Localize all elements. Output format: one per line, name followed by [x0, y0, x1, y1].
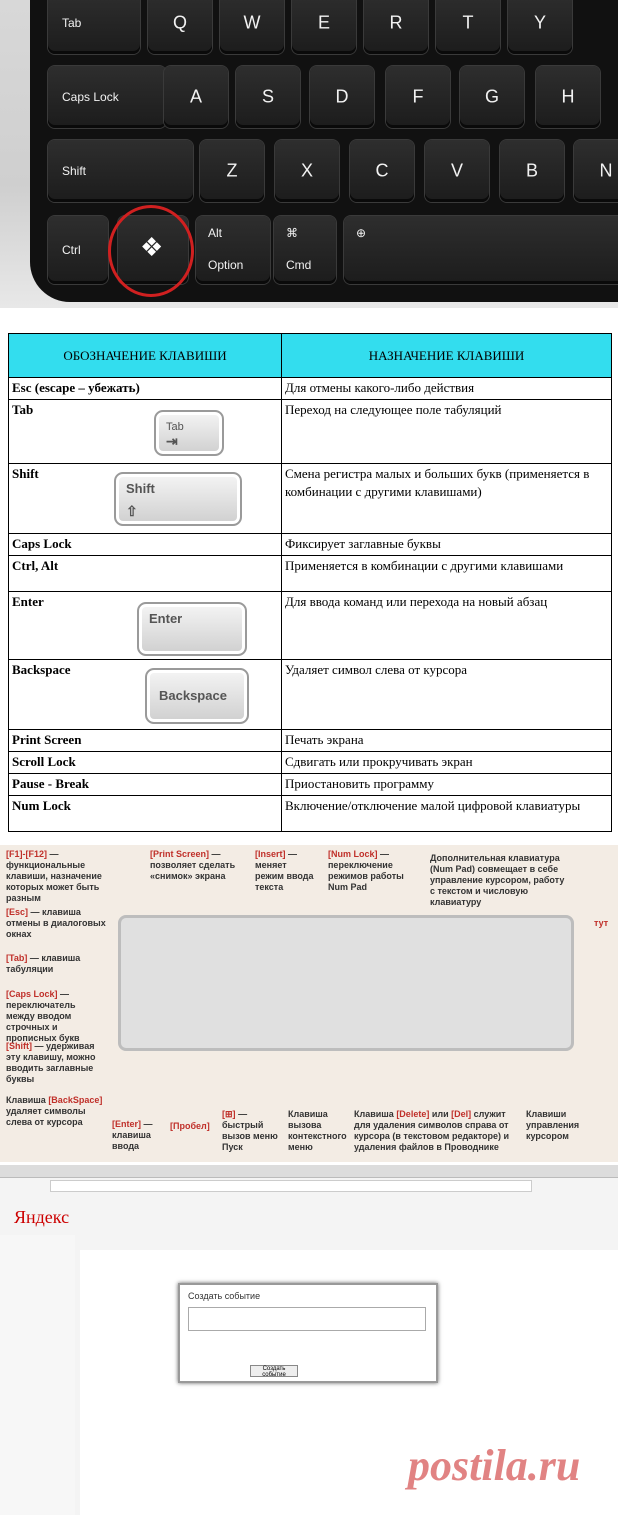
address-bar [50, 1180, 532, 1192]
key-cell [9, 400, 282, 464]
tab-arrow-icon: ⇥ [166, 433, 178, 449]
key-e: E [292, 0, 356, 54]
annotated-keyboard [0, 845, 618, 1162]
create-event-button: Создать событие [250, 1365, 298, 1377]
label-tab: [Tab] — клавиша табуляции [6, 953, 81, 974]
key-name: Pause - Break [9, 774, 282, 796]
key-desc: Фиксирует заглавные буквы [282, 534, 612, 556]
create-event-dialog [178, 1283, 438, 1383]
key-desc: Приостановить программу [282, 774, 612, 796]
key-g: G [460, 66, 524, 128]
key-d: D [310, 66, 374, 128]
table-row [9, 796, 612, 832]
key-desc: Применяется в комбинации с другими клавишами [282, 556, 612, 592]
table-row [9, 378, 612, 400]
label-menu-key: [⊞] — быстрый вызов меню Пуск [222, 1109, 278, 1152]
dialog-title: Создать событие [188, 1291, 261, 1301]
label-print-screen: [Print Screen] — позволяет сделать «снимок» экрана [150, 849, 236, 881]
label-insert: [Insert] — меняет режим ввода текста [255, 849, 314, 892]
key-cell [9, 660, 282, 730]
keyboard-photo [0, 0, 618, 308]
enter-key-image: Enter [137, 602, 247, 656]
table-row [9, 730, 612, 752]
key-x: X [275, 140, 339, 202]
label-shift: [Shift] — удерживая эту клавишу, можно вводить заглавные буквы [6, 1041, 96, 1084]
table-row [9, 592, 612, 660]
key-f: F [386, 66, 450, 128]
key-name: Tab [12, 402, 34, 417]
shift-arrow-icon: ⇧ [126, 503, 138, 519]
key-t: T [436, 0, 500, 54]
label-esc: [Esc] — клавиша отмены в диалоговых окнах [6, 907, 106, 939]
key-shift: Shift [48, 140, 193, 202]
keyboard-illustration [118, 915, 574, 1051]
key-space [344, 216, 618, 284]
yandex-logo: Яндекс [14, 1207, 70, 1227]
key-name: Num Lock [9, 796, 282, 832]
browser-tab-bar [0, 1165, 618, 1178]
label-fkeys: [F1]-[F12] — функциональные клавиши, назначение которых может быть разным [6, 849, 102, 903]
key-z: Z [200, 140, 264, 202]
highlight-circle [108, 205, 194, 297]
command-icon: ⌘ [286, 226, 298, 240]
label-num-lock: [Num Lock] — переключение режимов работы Num Pad [328, 849, 404, 892]
key-name: Ctrl, Alt [9, 556, 282, 592]
globe-icon: ⊕ [356, 226, 367, 240]
label-space: [Пробел] [170, 1121, 210, 1131]
key-name: Enter [12, 594, 44, 609]
table-row [9, 556, 612, 592]
key-desc: Включение/отключение малой цифровой клавиатуры [282, 796, 612, 832]
label-delete: Клавиша [Delete] или [Del] служит для удаления символов справа от курсора (в текстовом редакторе) и удаления файлов в Проводнике [354, 1109, 510, 1152]
table-row [9, 534, 612, 556]
key-tab: Tab [48, 0, 140, 54]
table-header [9, 334, 612, 378]
label-backspace: Клавиша [BackSpace] удаляет символы слева от курсора [6, 1095, 103, 1127]
shift-key-image: Shift ⇧ [114, 472, 242, 526]
key-name: Esc (escape – убежать) [9, 378, 282, 400]
table-row [9, 660, 612, 730]
label-enter: [Enter] — клавиша ввода [112, 1119, 153, 1151]
key-name: Scroll Lock [9, 752, 282, 774]
keys-table-wrapper [8, 333, 612, 832]
table-row [9, 752, 612, 774]
label-numpad: Дополнительная клавиатура (Num Pad) совмещает в себе управление курсором, работу с текстом и числовую клавиатуру [430, 853, 565, 907]
watermark: postila.ru [408, 1441, 581, 1490]
key-c: C [350, 140, 414, 202]
key-cell [9, 592, 282, 660]
key-ctrl: Ctrl [48, 216, 108, 284]
key-cell [9, 464, 282, 534]
key-name: Print Screen [9, 730, 282, 752]
key-name: Caps Lock [9, 534, 282, 556]
key-name: Backspace [12, 662, 71, 677]
keys-table [8, 333, 612, 832]
label-arrows: Клавиши управления курсором [526, 1109, 580, 1141]
key-v: V [425, 140, 489, 202]
backspace-key-image: Backspace [145, 668, 249, 724]
key-n: N [574, 140, 618, 202]
key-cmd: ⌘ Cmd [274, 216, 336, 284]
table-row [9, 400, 612, 464]
key-desc: Для отмены какого-либо действия [282, 378, 612, 400]
key-name: Shift [12, 466, 39, 481]
table-row [9, 774, 612, 796]
key-desc: Для ввода команд или перехода на новый абзац [282, 592, 612, 660]
key-r: R [364, 0, 428, 54]
label-caps: [Caps Lock] — переключатель между вводом строчных и прописных букв [6, 989, 80, 1043]
windows-logo-icon: ❖ [140, 232, 164, 262]
header-key-name: ОБОЗНАЧЕНИЕ КЛАВИШИ [9, 334, 282, 378]
key-w: W [220, 0, 284, 54]
key-q: Q [148, 0, 212, 54]
header-key-purpose: НАЗНАЧЕНИЕ КЛАВИШИ [282, 334, 612, 378]
key-alt: Alt Option [196, 216, 270, 284]
key-a: A [164, 66, 228, 128]
event-input [188, 1307, 426, 1331]
calendar-sidebar [0, 1235, 75, 1515]
key-desc: Переход на следующее поле табуляций [282, 400, 612, 464]
tab-key-image: Tab ⇥ [154, 410, 224, 456]
key-y: Y [508, 0, 572, 54]
key-desc: Печать экрана [282, 730, 612, 752]
key-desc: Удаляет символ слева от курсора [282, 660, 612, 730]
key-s: S [236, 66, 300, 128]
key-h: H [536, 66, 600, 128]
label-context: Клавиша вызова контекстного меню [288, 1109, 347, 1152]
key-capslock: Caps Lock [48, 66, 166, 128]
key-desc: Смена регистра малых и больших букв (применяется в комбинации с другими клавишами) [282, 464, 612, 534]
key-desc: Сдвигать или прокручивать экран [282, 752, 612, 774]
key-b: B [500, 140, 564, 202]
table-row [9, 464, 612, 534]
label-tut: тут [594, 918, 609, 928]
